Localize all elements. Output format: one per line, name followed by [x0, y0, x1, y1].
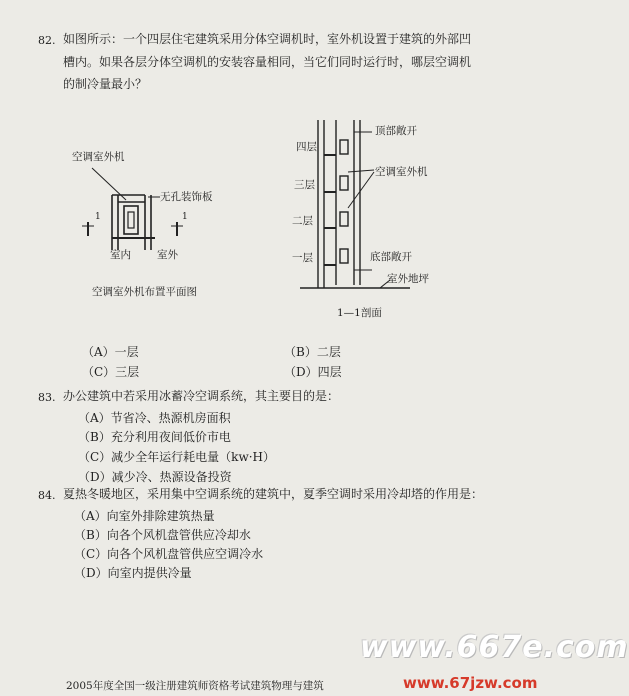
q84-stem: 夏热冬暖地区，采用集中空调系统的建筑中，夏季空调时采用冷却塔的作用是：: [63, 487, 484, 501]
q83-option-a: （A）节省冷、热源机房面积: [78, 411, 231, 425]
page-footer: 2005年度全国一级注册建筑师资格考试建筑物理与建筑: [66, 680, 324, 692]
q84-option-d: （D）向室内提供冷量: [74, 566, 192, 580]
q82-option-c: （C）三层: [82, 365, 140, 379]
section-label-top-open: 顶部敞开: [375, 125, 417, 137]
plan-caption: 空调室外机布置平面图: [92, 286, 197, 298]
q83-option-c: （C）减少全年运行耗电量（kw·H）: [78, 450, 276, 464]
plan-label-board: 无孔装饰板: [160, 191, 213, 203]
section-label-bottom-open: 底部敞开: [370, 251, 412, 263]
section-caption: 1—1剖面: [337, 307, 382, 319]
plan-mark-left: 1: [95, 212, 101, 222]
q82-stem-line1: 如图所示：一个四层住宅建筑采用分体空调机时，室外机设置于建筑的外部凹: [63, 32, 472, 46]
section-label-floor1: 一层: [292, 252, 313, 264]
watermark-url: www.67jzw.com: [403, 674, 538, 692]
plan-mark-right: 1: [182, 212, 188, 222]
q84-option-a: （A）向室外排除建筑热量: [74, 509, 215, 523]
section-label-unit: 空调室外机: [375, 166, 428, 178]
q84-option-b: （B）向各个风机盘管供应冷却水: [74, 528, 251, 542]
q84-number: 84.: [38, 489, 56, 502]
q83-option-d: （D）减少冷、热源设备投资: [78, 470, 232, 484]
q82-option-d: （D）四层: [284, 365, 342, 379]
q83-option-b: （B）充分利用夜间低价市电: [78, 430, 231, 444]
plan-label-unit: 空调室外机: [72, 151, 125, 163]
q82-stem-line3: 的制冷量最小？: [63, 77, 148, 91]
section-label-floor3: 三层: [294, 179, 315, 191]
section-label-ground: 室外地坪: [387, 273, 429, 285]
q83-number: 83.: [38, 391, 56, 404]
q82-option-b: （B）二层: [284, 345, 341, 359]
q84-option-c: （C）向各个风机盘管供应空调冷水: [74, 547, 264, 561]
q82-number: 82.: [38, 34, 56, 47]
q82-stem-line2: 槽内。如果各层分体空调机的安装容量相同，当它们同时运行时，哪层空调机: [63, 55, 472, 69]
q82-option-a: （A）一层: [82, 345, 139, 359]
q83-stem: 办公建筑中若采用冰蓄冷空调系统，其主要目的是：: [63, 389, 340, 403]
plan-label-indoor: 室内: [110, 249, 131, 261]
watermark-logo: www.667e.com: [360, 630, 629, 665]
section-label-floor4: 四层: [296, 141, 317, 153]
plan-label-outdoor: 室外: [157, 249, 178, 261]
section-label-floor2: 二层: [292, 215, 313, 227]
